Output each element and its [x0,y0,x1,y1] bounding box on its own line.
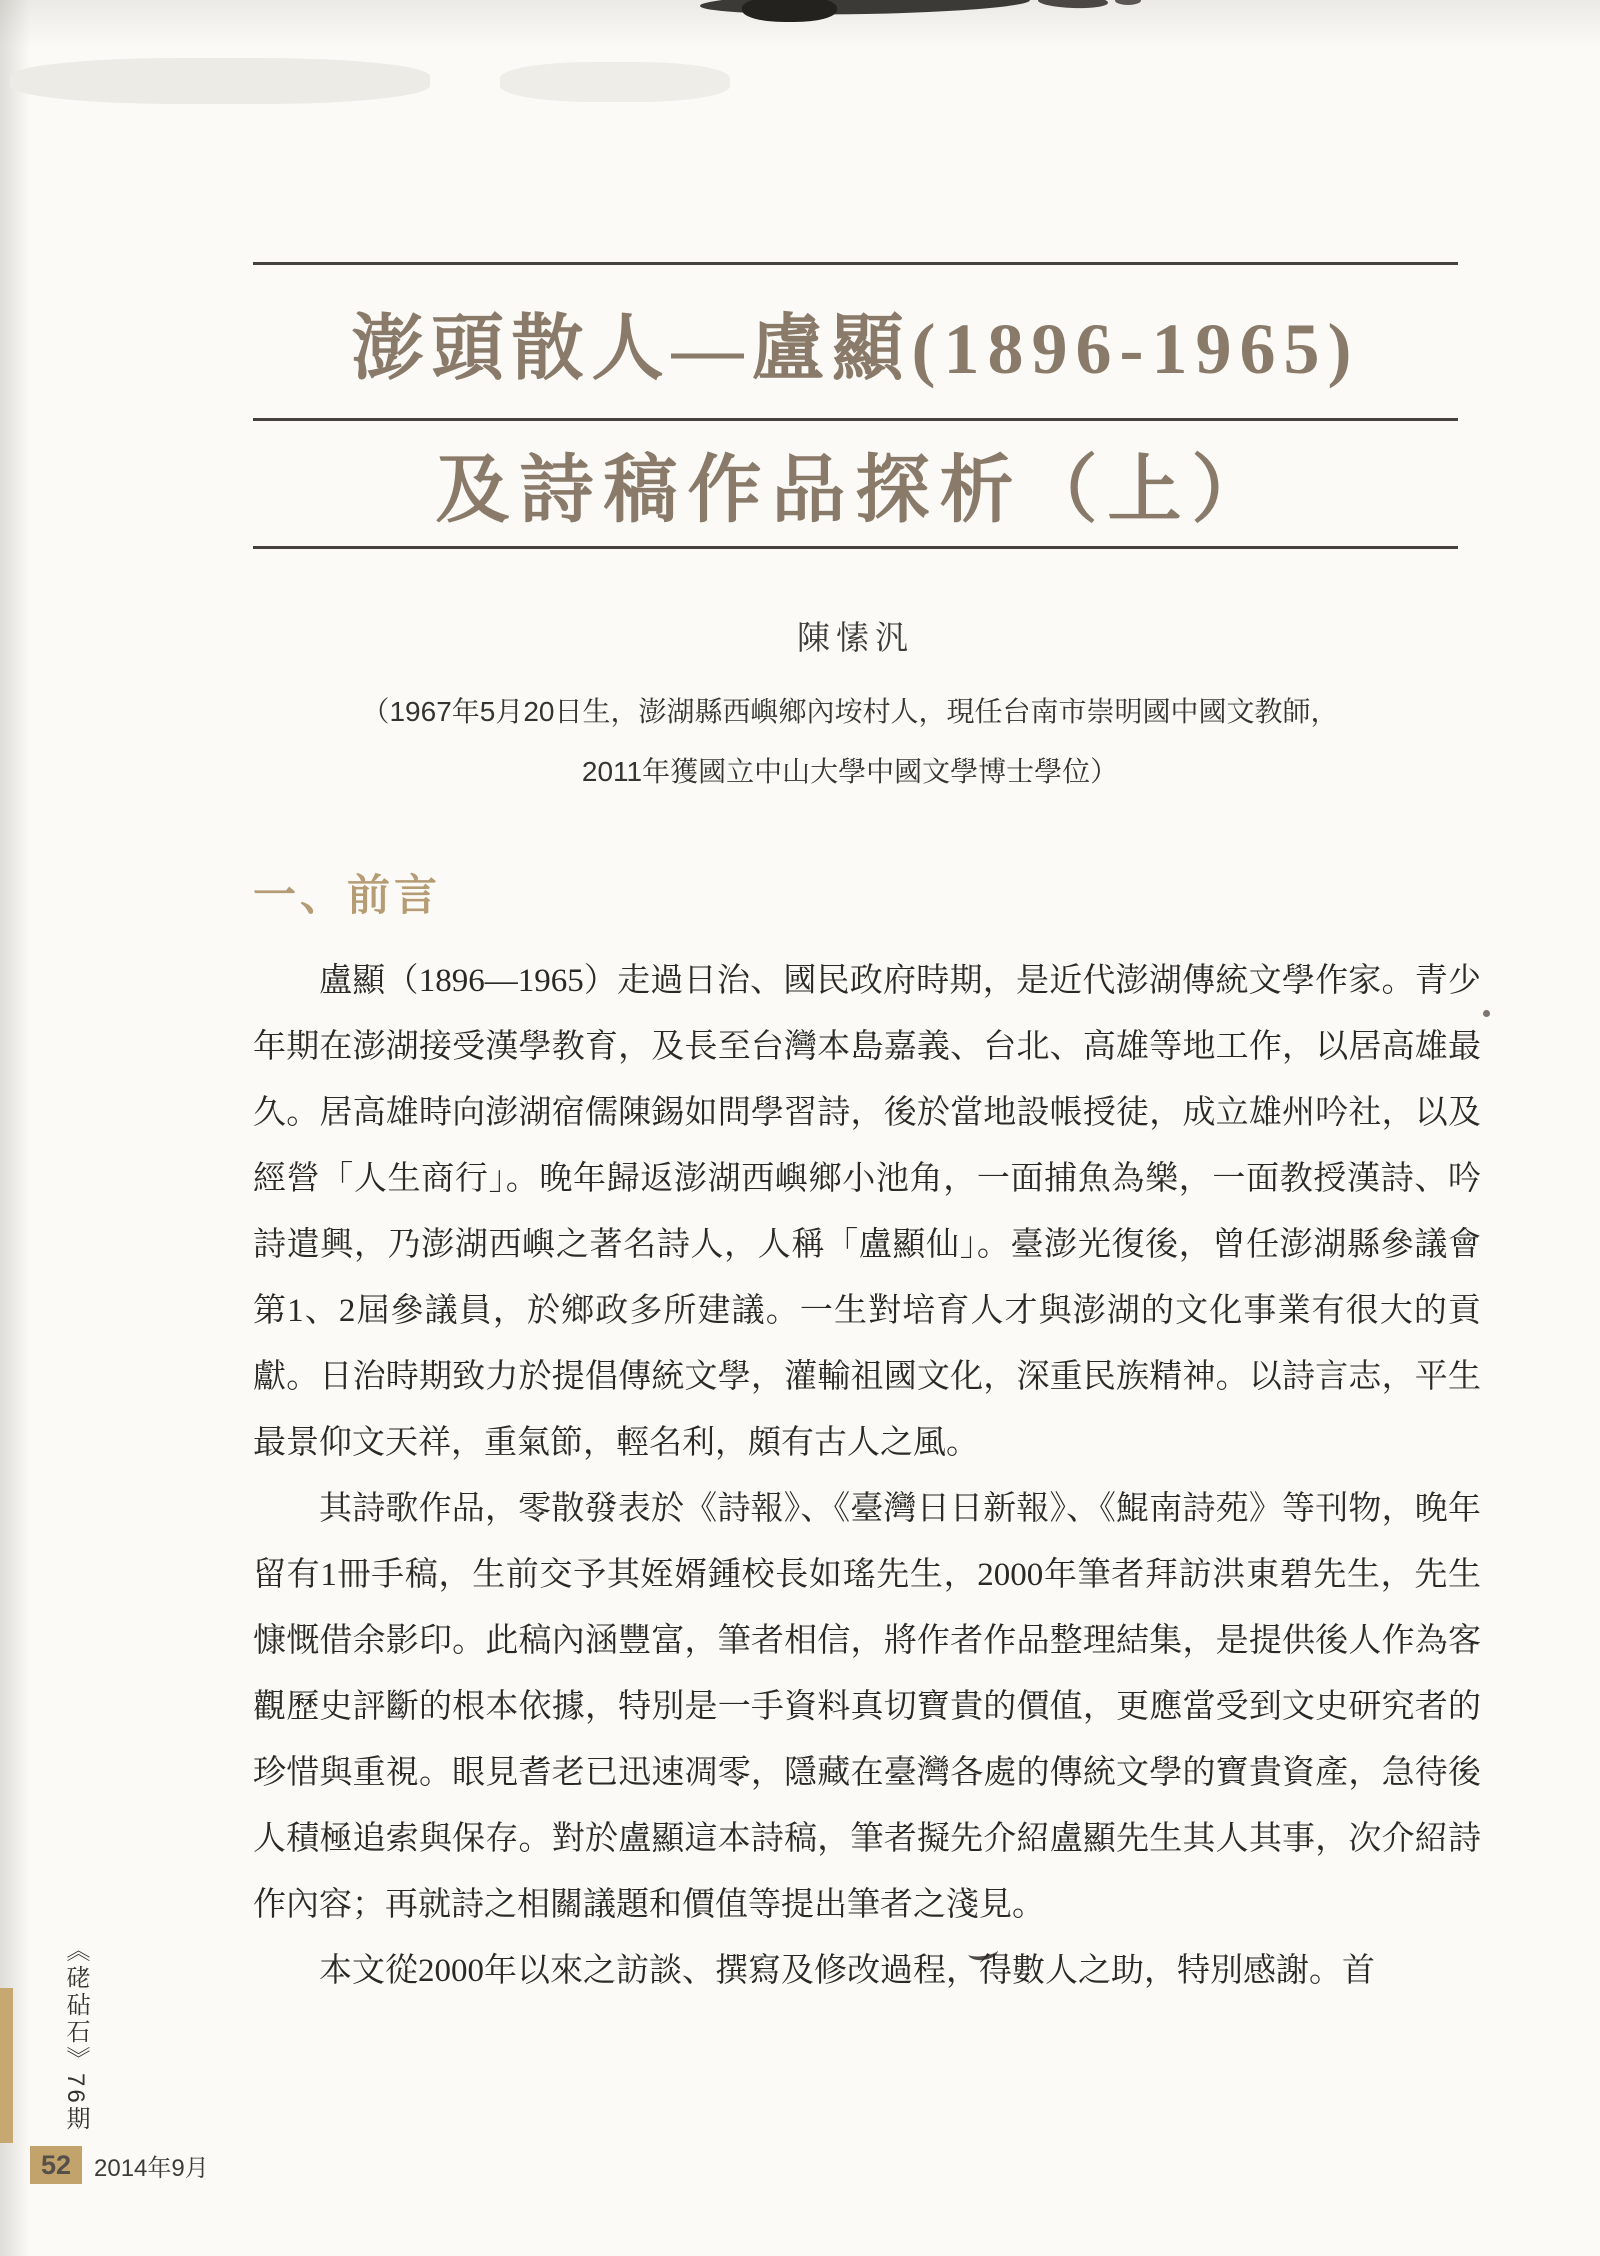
affiliation-line-1: （1967年5月20日生，澎湖縣西嶼鄉內垵村人，現任台南市崇明國中國文教師， [361,696,1339,727]
scan-artifact-dot [1483,1010,1490,1017]
article-title-line1: 澎頭散人—盧顯(1896-1965) [351,308,1360,389]
journal-issue-label: 《硓砧石》76期 [62,1938,89,2133]
section-heading-foreword: 一、前言 [253,872,441,920]
body-paragraph-1: 盧顯（1896—1965）走過日治、國民政府時期，是近代澎湖傳統文學作家。青少年期在澎湖接受漢學教育，及長至台灣本島嘉義、台北、高雄等地工作，以居高雄最久。居高雄時向澎湖宿儒陳錫如問學習詩，後於當地設帳授徒，成立雄州吟社，以及經營「人生商行」。晚年歸返澎湖西嶼鄉小池角，一面捕魚為樂，一面教授漢詩、吟詩遣興，乃澎湖西嶼之著名詩人，人稱「盧顯仙」。臺澎光復後，曾任澎湖縣參議會第1、2屆參議員，於鄉政多所建議。一生對培育人才與澎湖的文化事業有很大的貢獻。日治時期致力於提倡傳統文學，灌輸祖國文化，深重民族精神。以詩言志，平生最景仰文天祥，重氣節，輕名利，頗有古人之風。 [253,963,1481,1461]
scan-artifact-smudge [10,58,430,104]
affiliation-line-2: 2011年獲國立中山大學中國文學博士學位） [581,756,1119,787]
article-body [253,948,1481,2004]
body-paragraph-2: 其詩歌作品，零散發表於《詩報》、《臺灣日日新報》、《鯤南詩苑》等刊物，晚年留有1冊手稿，生前交予其姪婿鍾校長如瑤先生，2000年筆者拜訪洪東碧先生，先生慷慨借余影印。此稿內涵豐富，筆者相信，將作者作品整理結集，是提供後人作為客觀歷史評斷的根本依據，特別是一手資料真切寶貴的價值，更應當受到文史研究者的珍惜與重視。眼見耆老已迅速凋零，隱藏在臺灣各處的傳統文學的寶貴資產，急待後人積極追索與保存。對於盧顯這本詩稿，筆者擬先介紹盧顯先生其人其事，次介紹詩作內容；再就詩之相關議題和價值等提出筆者之淺見。 [253,1491,1481,1923]
title-rule-bottom [253,546,1458,549]
article-title-block [253,262,1458,549]
page-number-badge: 52 [30,2146,82,2184]
body-paragraph-3: 本文從2000年以來之訪談、撰寫及修改過程，得數人之助，特別感謝。首 [319,1953,1375,1989]
scan-artifact-smudge [500,62,730,102]
author-affiliation [180,682,1520,802]
page-footer [30,2146,209,2184]
scan-left-edge-shade [0,0,30,2256]
issue-date-label: 2014年9月 [94,2154,209,2182]
article-title-line2: 及詩稿作品探析（上） [435,449,1276,532]
scan-artifact-blob [742,0,837,22]
margin-color-strip [0,1988,13,2143]
author-name: 陳愫汎 [797,621,914,657]
